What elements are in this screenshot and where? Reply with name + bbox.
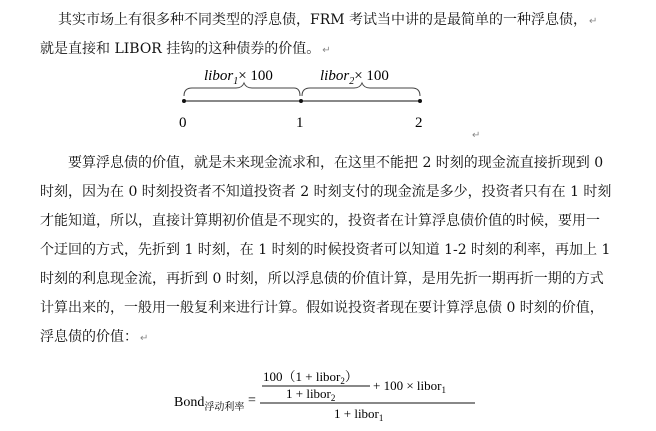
tick-dot-1 xyxy=(299,99,303,103)
tick-label-1: 1 xyxy=(296,115,304,131)
tick-label-2: 2 xyxy=(415,115,423,131)
formula-equals: = xyxy=(248,393,256,408)
tick-dot-2 xyxy=(418,99,422,103)
paragraph2-line: 时刻的利息现金流，再折到 0 时刻，所以浮息债的价值计算，是用先折一期再折一期的方式 xyxy=(40,271,604,287)
timeline-label-libor2: libor$_2$× 100 xyxy=(320,68,389,87)
paragraph2-line: 浮息债的价值： ↵ xyxy=(40,329,149,345)
cashflow-timeline xyxy=(160,60,450,140)
paragraph1-line2: 就是直接和 LIBOR 挂钩的这种债券的价值。 ↵ xyxy=(40,41,331,57)
paragraph2-line: 时刻，因为在 0 时刻投资者不知道投资者 2 时刻支付的现金流是多少，投资者只有在 1 时刻 xyxy=(40,184,612,200)
paragraph1-line1: 其实市场上有很多种不同类型的浮息债，FRM 考试当中讲的是最简单的一种浮息债， ↵ xyxy=(58,12,598,28)
bond-value-formula xyxy=(170,368,500,428)
inner-numerator: 100（1 + libor$_2$） xyxy=(263,369,358,386)
paragraph2-line: 要算浮息债的价值，就是未来现金流求和，在这里不能把 2 时刻的现金流直接折现到 0 xyxy=(68,155,604,171)
plus-coupon-term: + 100 × libor$_1$ xyxy=(373,378,446,395)
outer-denominator: 1 + libor$_1$ xyxy=(334,406,384,423)
paragraph2-line: 才能知道，所以，直接计算期初价值是不现实的，投资者在计算浮息债价值的时候，要用一 xyxy=(40,213,600,229)
return-mark-icon: ↵ xyxy=(589,16,598,27)
tick-label-0: 0 xyxy=(179,115,187,131)
brace-period-2 xyxy=(302,83,420,96)
inner-denominator: 1 + libor$_2$ xyxy=(286,386,336,403)
return-mark-icon: ↵ xyxy=(140,333,149,344)
brace-period-1 xyxy=(184,83,300,96)
paragraph2-line: 计算出来的，一般用一般复利来进行计算。假如说投资者现在要计算浮息债 0 时刻的价值， xyxy=(40,300,604,316)
timeline-label-libor1: libor$_1$× 100 xyxy=(204,68,273,87)
paragraph2-line: 个迂回的方式，先折到 1 时刻，在 1 时刻的时候投资者可以知道 1-2 时刻的利率，再加上 1 xyxy=(40,242,611,258)
tick-dot-0 xyxy=(182,99,186,103)
return-mark-icon: ↵ xyxy=(322,45,331,56)
return-mark-icon: ↵ xyxy=(472,130,481,141)
formula-lhs: Bond$_{浮动利率}$ xyxy=(174,395,245,413)
